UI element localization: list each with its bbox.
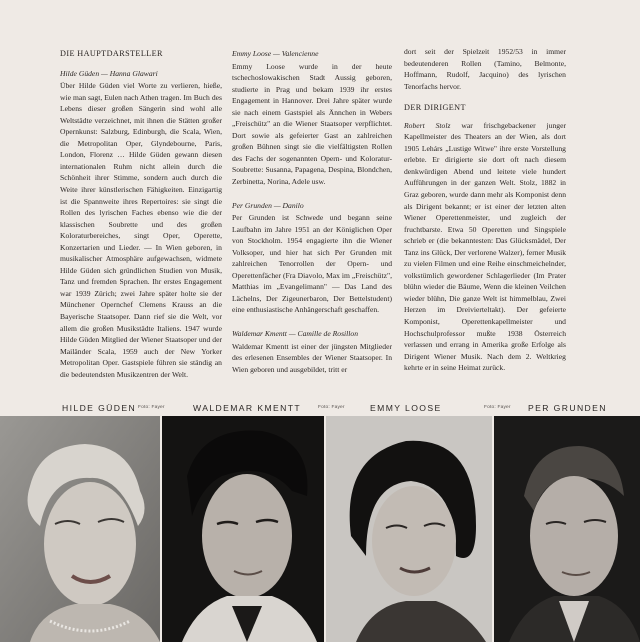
photo-credit: Foto: Fayer: [318, 405, 345, 410]
biography-paragraph: dort seit der Spielzeit 1952/53 in immer bedeutenderen Rollen (Tamino, Belmonte, Hoffmann, Rudolf, Jacquino) des lyrischen Tenorfachs hervor.: [404, 47, 566, 91]
portrait-name: HILDE GÜDEN: [62, 403, 137, 413]
role-caption: Emmy Loose — Valencienne: [232, 49, 319, 58]
biography-paragraph: Per Grunden ist Schwede und begann seine Laufbahn im Jahre 1951 an der Königlichen Oper von Stockholm. 1954 engagierte ihn die Wiener Volksoper, und hier hat sich Per Grunden mit zahlreichen Tenorrollen der Opern- und Operettenfächer (Fra Diavolo, Max im „Freischütz", Matthias im „Evangelimann" — Das Land des Lächelns, Der Zigeunerbaron, Der Bettelstudent) eine enthusiastische Anhängerschaft geschaffen.: [232, 213, 392, 315]
portrait-photo-emmy-loose: [326, 416, 492, 642]
conductor-name: Robert Stolz: [404, 120, 451, 130]
conductor-text: war frischgebackener junger Kapellmeister des Theaters an der Wien, als dort 1905 Lehárs „Lustige Witwe" ihre erste Vorstellung erlebte. Er dirigierte sie dort oft nach diesem denkwürdigen Abend und leitete viele hundert Aufführungen in der ganzen Welt. Stolz, 1882 in Graz geboren, wurde dann mehr als Komponist denn als Dirigent bekannt; er ist einer der letzten alten Wiener Operettenmeister, und zugleich der fruchtbarste. Etwa 50 Operetten und Singspiele schrieb er (die bekanntesten: Das Glücksmädel, Der Tanz ins Glück, Der verlorene Walzer), ferner Musik zu vielen Filmen und eine Reihe einschmeichelnder, volkstümlich gewordener Schlagerlieder (Im Prater blühn wieder die Bäume, Wenn die kleinen Veilchen wieder blühn, Die ganze Welt ist himmelblau, Zwei Herzen im Dreivierteltakt). Der gefeierte Komponist, Operettenkapellmeister und Hochschulprofessor mußte 1938 Österreich verlassen und errang in Amerika große Erfolge als Dirigent Wiener Musik. Nach dem 2. Weltkrieg kehrte er in seine Heimat zurück.: [404, 120, 566, 373]
biography-paragraph: Waldemar Kmentt ist einer der jüngsten Mitglieder des erlesenen Ensembles der Wiener Staatsoper. In Wien geboren und ausgebildet, tritt er: [232, 341, 392, 374]
portrait-photo-hilde-gueden: [0, 416, 160, 642]
text-column-1: [60, 48, 222, 392]
role-caption: Hilde Güden — Hanna Glawari: [60, 68, 158, 78]
portrait-photo-per-grunden: [494, 416, 640, 642]
role-caption: Waldemar Kmentt — Camille de Rosillon: [232, 329, 359, 339]
section-heading: DER DIRIGENT: [404, 103, 466, 113]
section-heading: DIE HAUPTDARSTELLER: [60, 49, 163, 58]
biography-paragraph: [404, 120, 566, 374]
portrait-name: WALDEMAR KMENTT: [193, 403, 302, 413]
photo-credit: Foto: Fayer: [138, 405, 165, 410]
biography-paragraph: Über Hilde Güden viel Worte zu verlieren, hieße, wie man sagt, Eulen nach Athen tragen. Im Buch des Lebens dieser großen Sängerin sind wohl alle Weltstädte verzeichnet, mit ihnen die Stätten großer Opernkunst: Salzburg, Edinburgh, die Scala, Wien, die Metropolitan Oper, Glyndebourne, Paris, London, Florenz … Hilde Güden gewann diesen internationalen Ruhm nicht allein durch die Schönheit ihrer Stimme, sondern auch durch die Weite ihrer künstlerischen Fähigkeiten. Einzigartig ist die Spannweite ihres Repertoires: sie singt die Rollen des lyrischen Faches ebenso wie die der klassischen Soubrette und des großen Koloraturbereiches, singt Oper, Operette, Konzertarien und Lieder. — In Wien geboren, in musikalischer Atmosphäre aufgewachsen, widmete Hilde Güden sich gründlichen Studien von Musik, Tanz und fremden Sprachen. Ihr erstes Engagement war 1939 Zürich; zwei Jahre später holte sie der Münchener Opernchef Clemens Krauss an die Bayerische Staatsoper. Dann rief sie die Welt, vor allem die großen Musikstädte Italiens. 1947 wurde Hilde Güden Mitglied der Wiener Staatsoper und der Mailänder Scala, 1959 auch der New Yorker Metropolitan Oper. Gastspiele führen sie ständig an die bedeutendsten Musikzentren der Welt.: [60, 81, 222, 379]
text-column-2: [232, 48, 392, 387]
role-caption: Per Grunden — Danilo: [232, 200, 304, 210]
portrait-names-bar: [0, 400, 640, 416]
photo-credit: Foto: Fayer: [484, 405, 511, 410]
portrait-name: PER GRUNDEN: [528, 403, 607, 413]
portrait-name: EMMY LOOSE: [370, 403, 442, 413]
biography-paragraph: Emmy Loose wurde in der heute tschechoslowakischen Stadt Aussig geboren, studierte in Prag und bekam 1939 ihr erstes Engagement in Hannover. Drei Jahre später wurde sie nach einem Gastspiel als Ännchen in Webers „Freischütz" an die Wiener Staatsoper verpflichtet. Dort sowie als gefeierter Gast an zahlreichen großen Bühnen singt sie die vielfältigsten Rollen des Fachs der sogenannten Opern- und Koloratur-Soubrette: Susanna, Papagena, Despina, Blondchen, Zerbinetta, Norina, Adele usw.: [232, 61, 392, 187]
text-column-3: [404, 46, 566, 386]
portrait-photo-waldemar-kmentt: [162, 416, 324, 642]
